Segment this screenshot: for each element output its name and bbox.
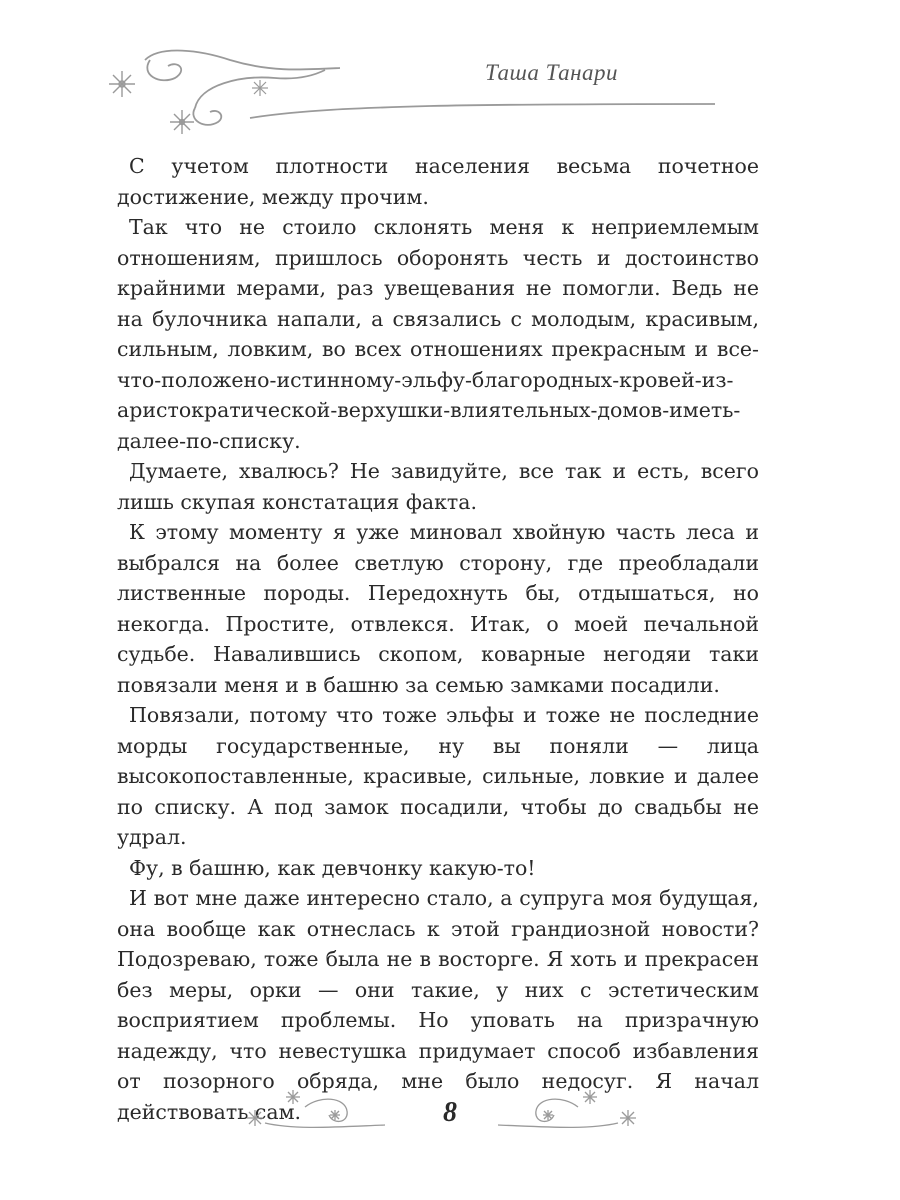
snowflake-icon bbox=[170, 110, 194, 134]
running-header-author: Таша Танари bbox=[485, 60, 618, 85]
paragraph: С учетом плотности населения весьма почетное достижение, между прочим. bbox=[117, 154, 759, 209]
swirl-flourish-icon bbox=[145, 51, 715, 125]
header-ornament bbox=[100, 40, 800, 150]
paragraph: Фу, в башню, как девчонку какую-то! bbox=[129, 855, 536, 880]
snowflake-icon bbox=[583, 1090, 597, 1104]
paragraph: И вот мне даже интересно стало, а супруга моя будущая, она вообще как отнеслась к этой грандиозной новости? Подозреваю, тоже была не в восторге. Я хоть и прекрасен без меры, орки — они такие, у них с эстетическим восприятием проблемы. Но уповать на призрачную надежду, что невестушка придумает способ избавления от позорного обряда, мне было недосуг. Я начал действовать сам. bbox=[117, 886, 759, 1124]
paragraph: К этому моменту я уже миновал хвойную часть леса и выбрался на более светлую сторону, где преобладали лиственные породы. Передохнуть бы, отдышаться, но некогда. Простите, отвлекся. Итак, о моей печальной судьбе. Навалившись скопом, коварные негодяи таки повязали меня и в башню за семью замками посадили. bbox=[117, 520, 759, 697]
page-body bbox=[117, 151, 759, 1127]
paragraph: Думаете, хвалюсь? Не завидуйте, все так и есть, всего лишь скупая констатация факта. bbox=[117, 459, 759, 514]
footer-ornament-right bbox=[488, 1085, 648, 1145]
snowflake-icon bbox=[109, 71, 135, 97]
paragraph: Так что не стоило склонять меня к неприемлемым отношениям, пришлось оборонять честь и достоинство крайними мерами, раз увещевания не помогли. Ведь не на булочника напали, а связались с молодым, красивым, сильным, ловким, во всех отношениях прекрасным и все-что-положено-истинному-эльфу-благородных-кровей-из-аристократической-верхушки-влиятельных-домов-иметь-далее-по-списку. bbox=[117, 215, 759, 453]
paragraph: Повязали, потому что тоже эльфы и тоже не последние морды государственные, ну вы поняли — лица высокопоставленные, красивые, сильные, ловкие и далее по списку. А под замок посадили, чтобы до свадьбы не удрал. bbox=[117, 703, 759, 849]
snowflake-icon bbox=[620, 1110, 636, 1126]
swirl-flourish-icon bbox=[498, 1099, 618, 1127]
snowflake-icon bbox=[252, 80, 268, 96]
page-number: 8 bbox=[443, 1097, 457, 1128]
